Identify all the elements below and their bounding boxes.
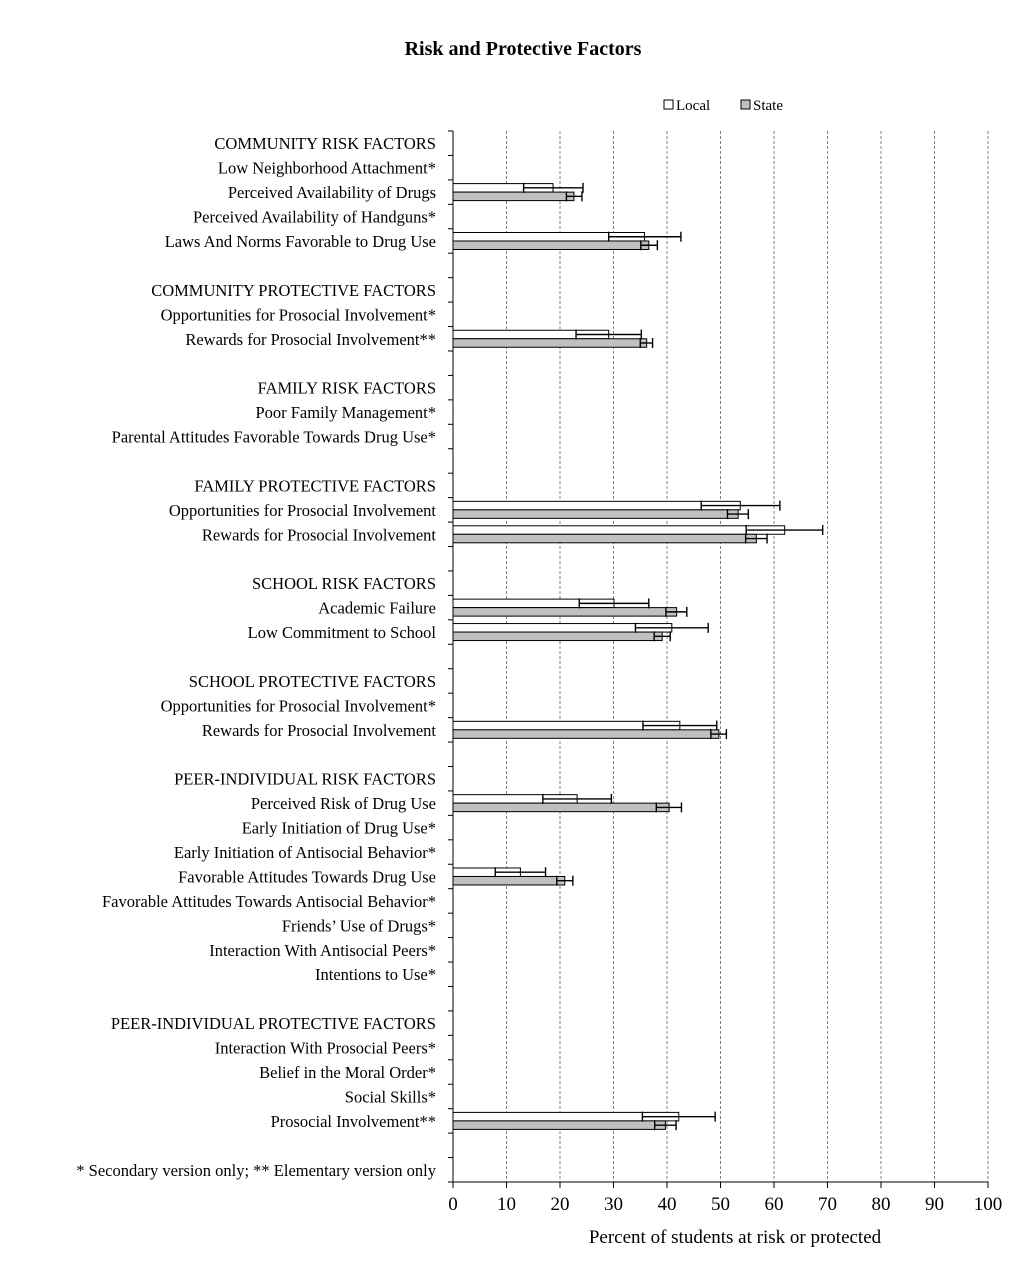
category-label: Perceived Availability of Drugs [227, 183, 436, 203]
bar-state-15 [453, 510, 738, 519]
bar-state-24 [453, 730, 719, 739]
category-label: Academic Failure [318, 598, 436, 618]
category-label: Opportunities for Prosocial Involvement* [160, 696, 436, 716]
category-label: Opportunities for Prosocial Involvement [168, 500, 436, 520]
category-label: Intentions to Use* [315, 965, 436, 985]
bars [453, 183, 823, 1130]
x-tick-label-100: 100 [973, 1194, 1003, 1215]
legend [664, 98, 783, 114]
chart-title: Risk and Protective Factors [404, 38, 642, 60]
category-label: Favorable Attitudes Towards Drug Use [178, 867, 436, 887]
bar-state-8 [453, 339, 647, 348]
gridlines [507, 131, 989, 1182]
category-header: FAMILY RISK FACTORS [257, 378, 436, 398]
category-label: Parental Attitudes Favorable Towards Drug Use* [111, 427, 436, 447]
category-label: Perceived Risk of Drug Use [250, 794, 436, 814]
x-tick-label-60: 60 [764, 1194, 784, 1215]
legend-label-state: State [753, 98, 783, 114]
x-axis-label: Percent of students at risk or protected [588, 1227, 882, 1248]
x-tick-label-90: 90 [925, 1194, 944, 1215]
category-label: Friends’ Use of Drugs* [281, 916, 436, 936]
bar-state-16 [453, 534, 756, 543]
category-labels [76, 134, 436, 1180]
bar-state-19 [453, 608, 677, 617]
category-header: SCHOOL RISK FACTORS [252, 574, 436, 594]
bar-state-20 [453, 632, 662, 641]
axes [448, 131, 1002, 1215]
x-tick-label-10: 10 [497, 1194, 516, 1215]
bar-local-15 [453, 501, 740, 510]
footnote: * Secondary version only; ** Elementary version only [76, 1160, 436, 1180]
bar-local-16 [453, 526, 785, 535]
category-label: Poor Family Management* [255, 403, 436, 423]
category-label: Belief in the Moral Order* [259, 1063, 436, 1083]
legend-swatch-local [664, 100, 673, 109]
category-label: Favorable Attitudes Towards Antisocial Behavior* [102, 891, 436, 911]
category-label: Rewards for Prosocial Involvement [201, 525, 436, 545]
category-label: Laws And Norms Favorable to Drug Use [164, 231, 436, 251]
legend-label-local: Local [676, 98, 711, 114]
category-header: PEER-INDIVIDUAL PROTECTIVE FACTORS [110, 1014, 436, 1034]
x-tick-label-80: 80 [871, 1194, 891, 1215]
x-tick-label-20: 20 [550, 1194, 570, 1215]
category-label: Rewards for Prosocial Involvement** [185, 329, 436, 349]
category-label: Interaction With Antisocial Peers* [209, 940, 436, 960]
category-label: Opportunities for Prosocial Involvement* [160, 305, 436, 325]
category-label: Early Initiation of Drug Use* [241, 818, 436, 838]
x-tick-label-50: 50 [711, 1194, 730, 1215]
category-header: COMMUNITY PROTECTIVE FACTORS [151, 280, 436, 300]
legend-swatch-state [741, 100, 750, 109]
category-label: Rewards for Prosocial Involvement [201, 720, 436, 740]
category-label: Low Commitment to School [247, 623, 436, 643]
category-header: COMMUNITY RISK FACTORS [214, 134, 436, 154]
category-label: Interaction With Prosocial Peers* [214, 1038, 436, 1058]
category-label: Perceived Availability of Handguns* [192, 207, 436, 227]
bar-state-40 [453, 1121, 665, 1130]
x-tick-label-40: 40 [657, 1194, 677, 1215]
category-label: Low Neighborhood Attachment* [217, 158, 436, 178]
category-label: Social Skills* [344, 1087, 436, 1107]
x-tick-label-30: 30 [604, 1194, 623, 1215]
x-tick-label-0: 0 [448, 1194, 458, 1215]
x-tick-label-70: 70 [818, 1194, 837, 1215]
bar-state-4 [453, 241, 649, 250]
bar-state-30 [453, 876, 565, 885]
bar-state-2 [453, 192, 574, 201]
category-header: SCHOOL PROTECTIVE FACTORS [188, 671, 436, 691]
bar-state-27 [453, 803, 669, 812]
category-label: Early Initiation of Antisocial Behavior* [173, 843, 436, 863]
category-label: Prosocial Involvement** [270, 1111, 436, 1131]
category-header: PEER-INDIVIDUAL RISK FACTORS [174, 769, 436, 789]
category-header: FAMILY PROTECTIVE FACTORS [194, 476, 436, 496]
